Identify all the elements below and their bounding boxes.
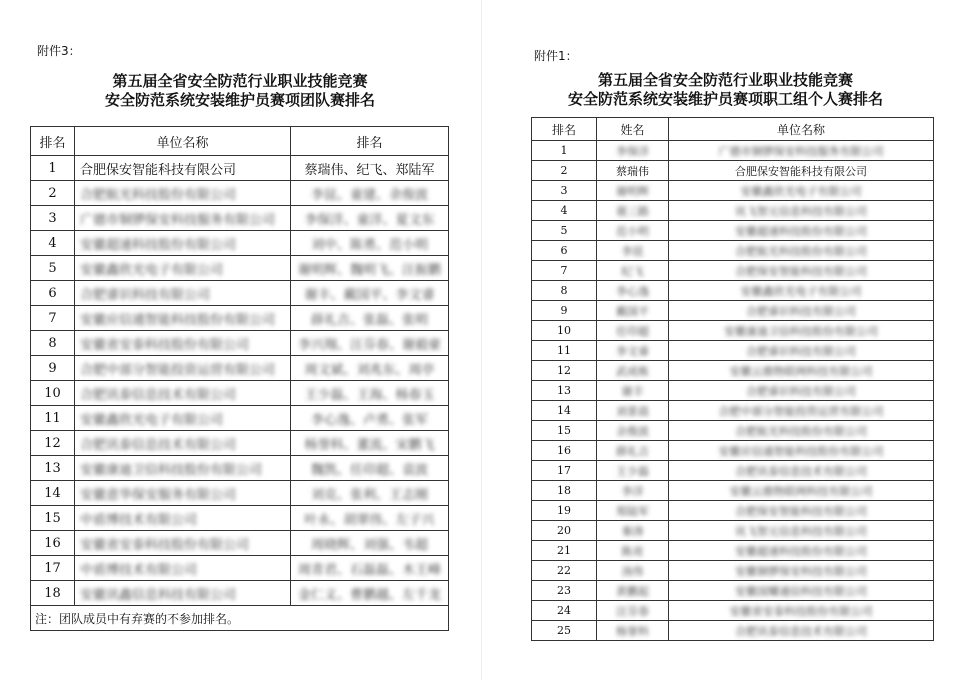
org-cell: 中盾博技术有限公司 (75, 556, 291, 581)
org-cell: 安徽超速科技股份有限公司 (669, 221, 934, 241)
name-cell: 薛礼吉 (597, 441, 669, 461)
org-cell: 安徽鑫欣光电子有限公司 (669, 181, 934, 201)
table-header-row (31, 127, 449, 156)
name-cell: 秦涛 (597, 521, 669, 541)
rank-cell: 8 (532, 281, 597, 301)
title-line-1: 第五届全省安全防范行业职业技能竞赛 (112, 72, 368, 90)
rank-cell: 1 (532, 141, 597, 161)
table-row (31, 456, 449, 481)
rank-cell: 4 (31, 231, 75, 256)
name-cell: 蔡瑞伟 (597, 161, 669, 181)
rank-cell: 8 (31, 331, 75, 356)
org-cell: 合肥保安智能科技有限公司 (669, 501, 934, 521)
rank-cell: 16 (31, 531, 75, 556)
org-cell: 合肥讯泰信息技术有限公司 (75, 381, 291, 406)
rank-cell: 11 (532, 341, 597, 361)
name-cell: 武成栋 (597, 361, 669, 381)
name-cell: 李文睿 (597, 341, 669, 361)
org-cell: 安徽国耀通信科技有限公司 (669, 581, 934, 601)
members-cell: 刘中、陈勇、范小明 (291, 231, 449, 256)
rank-cell: 3 (31, 206, 75, 231)
members-cell: 金仁义、曹鹏越、左千龙 (291, 581, 449, 606)
org-cell: 安徽铜锣保安科技有限公司 (669, 561, 934, 581)
header-name: 姓名 (597, 118, 669, 141)
table-row (532, 581, 934, 601)
rank-cell: 13 (31, 456, 75, 481)
org-cell: 合肥睿识科技有限公司 (669, 301, 934, 321)
name-cell: 郑陆军 (597, 501, 669, 521)
rank-cell: 10 (31, 381, 75, 406)
header-rank: 排名 (31, 127, 75, 156)
rank-cell: 2 (532, 161, 597, 181)
table-row (31, 431, 449, 456)
page-divider (481, 0, 482, 680)
left-document-page (0, 0, 480, 680)
attachment-label: 附件3： (37, 44, 81, 58)
rank-cell: 17 (31, 556, 75, 581)
org-cell: 安徽应信通智能科技股份有限公司 (75, 306, 291, 331)
table-row (31, 356, 449, 381)
right-document-page (484, 0, 967, 680)
org-cell: 安徽超速科技股份有限公司 (75, 231, 291, 256)
org-cell: 合肥航光科技股份有限公司 (669, 421, 934, 441)
rank-cell: 5 (532, 221, 597, 241)
table-row (532, 201, 934, 221)
org-cell: 安徽鑫欣光电子有限公司 (75, 406, 291, 431)
name-cell: 杨誉科 (597, 621, 669, 641)
org-cell: 合肥讯泰信息技术有限公司 (75, 431, 291, 456)
table-row (532, 261, 934, 281)
rank-cell: 1 (31, 156, 75, 181)
name-cell: 任印超 (597, 321, 669, 341)
table-row (31, 381, 449, 406)
rank-cell: 20 (532, 521, 597, 541)
org-cell: 合肥睿识科技有限公司 (669, 341, 934, 361)
name-cell: 谢明辉 (597, 181, 669, 201)
name-cell: 戴国平 (597, 301, 669, 321)
name-cell: 刘景晨 (597, 401, 669, 421)
members-cell: 李心逸、卢勇、张军 (291, 406, 449, 431)
table-row (532, 341, 934, 361)
table-row (31, 531, 449, 556)
rank-cell: 19 (532, 501, 597, 521)
rank-cell: 7 (532, 261, 597, 281)
rank-cell: 9 (31, 356, 75, 381)
rank-cell: 9 (532, 301, 597, 321)
rank-cell: 25 (532, 621, 597, 641)
members-cell: 李昆、童建、余俊波 (291, 181, 449, 206)
members-cell: 谢丰、戴国平、李文睿 (291, 281, 449, 306)
members-cell: 魏凯、任印超、袁波 (291, 456, 449, 481)
table-row (532, 441, 934, 461)
org-cell: 安徽省安泰科技股份有限公司 (75, 331, 291, 356)
org-cell: 合肥航光科技股份有限公司 (75, 181, 291, 206)
rank-cell: 11 (31, 406, 75, 431)
org-cell: 合肥中部分智能投资运营有限公司 (75, 356, 291, 381)
table-row (31, 581, 449, 606)
table-row (31, 256, 449, 281)
rank-cell: 10 (532, 321, 597, 341)
org-cell: 合肥中部分智能投资运营有限公司 (669, 401, 934, 421)
org-cell: 安徽云鼎物联网科技有限公司 (669, 481, 934, 501)
individual-ranking-table (531, 117, 934, 641)
table-row (31, 231, 449, 256)
table-row (31, 556, 449, 581)
table-row (31, 281, 449, 306)
name-cell: 李心逸 (597, 281, 669, 301)
members-cell: 薛礼吉、张磊、张明 (291, 306, 449, 331)
rank-cell: 18 (532, 481, 597, 501)
table-row (532, 221, 934, 241)
name-cell: 李保洋 (597, 141, 669, 161)
name-cell: 汪芬春 (597, 601, 669, 621)
rank-cell: 2 (31, 181, 75, 206)
table-row (31, 331, 449, 356)
org-cell: 中盾博技术有限公司 (75, 506, 291, 531)
org-cell: 合肥保安智能科技有限公司 (669, 161, 934, 181)
rank-cell: 4 (532, 201, 597, 221)
name-cell: 陈亮 (597, 541, 669, 561)
footnote: 注：团队成员中有弃赛的不参加排名。 (31, 606, 449, 631)
rank-cell: 15 (31, 506, 75, 531)
table-row (532, 241, 934, 261)
rank-cell: 21 (532, 541, 597, 561)
table-row (532, 301, 934, 321)
header-org: 单位名称 (75, 127, 291, 156)
rank-cell: 24 (532, 601, 597, 621)
table-row (532, 601, 934, 621)
org-cell: 安徽康迪卫信科技股份有限公司 (669, 321, 934, 341)
org-cell: 合肥讯泰信息技术有限公司 (669, 461, 934, 481)
name-cell: 汤伟 (597, 561, 669, 581)
org-cell: 广德市铜锣保安科技服务有限公司 (669, 141, 934, 161)
header-org: 单位名称 (669, 118, 934, 141)
org-cell: 安徽省安泰科技股份有限公司 (75, 531, 291, 556)
document-title (484, 71, 967, 109)
rank-cell: 12 (31, 431, 75, 456)
members-cell: 谢明辉、魏明飞、汪振鹏 (291, 256, 449, 281)
table-row (532, 461, 934, 481)
rank-cell: 13 (532, 381, 597, 401)
org-cell: 合肥保安智能科技有限公司 (75, 156, 291, 181)
rank-cell: 15 (532, 421, 597, 441)
table-row (532, 481, 934, 501)
org-cell: 安徽应信通智能科技股份有限公司 (669, 441, 934, 461)
org-cell: 安徽超速科技股份有限公司 (669, 541, 934, 561)
table-row (31, 206, 449, 231)
table-row (532, 561, 934, 581)
name-cell: 黄鹏起 (597, 581, 669, 601)
title-line-1: 第五届全省安全防范行业职业技能竞赛 (597, 71, 853, 89)
org-cell: 讯飞智元信息科技有限公司 (669, 521, 934, 541)
members-cell: 王少磊、王海、杨春玉 (291, 381, 449, 406)
org-cell: 安徽云鼎物联网科技有限公司 (669, 361, 934, 381)
rank-cell: 22 (532, 561, 597, 581)
name-cell: 李昆 (597, 241, 669, 261)
table-row (532, 421, 934, 441)
members-cell: 周青君、石磊磊、木王峰 (291, 556, 449, 581)
rank-cell: 18 (31, 581, 75, 606)
team-ranking-table (30, 126, 449, 631)
org-cell: 讯飞智元信息科技有限公司 (669, 201, 934, 221)
title-line-2: 安全防范系统安装维护员赛项团队赛排名 (104, 91, 375, 109)
org-cell: 广德市铜锣保安科技服务有限公司 (75, 206, 291, 231)
name-cell: 范小明 (597, 221, 669, 241)
name-cell: 纪飞 (597, 261, 669, 281)
rank-cell: 16 (532, 441, 597, 461)
title-line-2: 安全防范系统安装维护员赛项职工组个人赛排名 (567, 90, 883, 108)
members-cell: 李保洋、童洋、夏文东 (291, 206, 449, 231)
table-row (532, 501, 934, 521)
header-members: 排名 (291, 127, 449, 156)
header-rank: 排名 (532, 118, 597, 141)
rank-cell: 3 (532, 181, 597, 201)
name-cell: 王少磊 (597, 461, 669, 481)
table-row (31, 181, 449, 206)
table-row (532, 141, 934, 161)
rank-cell: 5 (31, 256, 75, 281)
rank-cell: 14 (31, 481, 75, 506)
table-row (532, 541, 934, 561)
table-row (31, 406, 449, 431)
name-cell: 余俊波 (597, 421, 669, 441)
document-title (0, 72, 480, 110)
table-row (532, 381, 934, 401)
table-row (31, 306, 449, 331)
org-cell: 合肥睿识科技有限公司 (75, 281, 291, 306)
org-cell: 安徽鑫欣光电子有限公司 (75, 256, 291, 281)
table-row (532, 521, 934, 541)
table-row (532, 621, 934, 641)
rank-cell: 14 (532, 401, 597, 421)
table-row (532, 181, 934, 201)
members-cell: 周晓辉、刘强、韦超 (291, 531, 449, 556)
org-cell: 合肥航光科技股份有限公司 (669, 241, 934, 261)
table-header-row (532, 118, 934, 141)
table-row (31, 481, 449, 506)
org-cell: 安徽鑫欣光电子有限公司 (669, 281, 934, 301)
attachment-label: 附件1： (534, 49, 578, 63)
table-row (532, 401, 934, 421)
rank-cell: 12 (532, 361, 597, 381)
org-cell: 合肥睿识科技有限公司 (669, 381, 934, 401)
members-cell: 杨誉科、董流、宋鹏飞 (291, 431, 449, 456)
org-cell: 安徽康迪卫信科技股份有限公司 (75, 456, 291, 481)
members-cell: 李兴翔、汪芬春、谢毅豪 (291, 331, 449, 356)
org-cell: 安徽意华保安服务有限公司 (75, 481, 291, 506)
org-cell: 安徽讯鑫信息科技有限公司 (75, 581, 291, 606)
name-cell: 谢丰 (597, 381, 669, 401)
table-row (31, 156, 449, 181)
org-cell: 合肥保安智能科技有限公司 (669, 261, 934, 281)
rank-cell: 23 (532, 581, 597, 601)
members-cell: 蔡瑞伟、纪飞、郑陆军 (291, 156, 449, 181)
table-row (532, 321, 934, 341)
name-cell: 聂三路 (597, 201, 669, 221)
org-cell: 合肥讯泰信息技术有限公司 (669, 621, 934, 641)
table-row (532, 281, 934, 301)
rank-cell: 6 (31, 281, 75, 306)
table-row (31, 506, 449, 531)
table-row (532, 161, 934, 181)
rank-cell: 6 (532, 241, 597, 261)
table-row (532, 361, 934, 381)
rank-cell: 7 (31, 306, 75, 331)
members-cell: 刘克、张利、王志刚 (291, 481, 449, 506)
name-cell: 李洋 (597, 481, 669, 501)
members-cell: 叶永、胡翠伟、左子兴 (291, 506, 449, 531)
members-cell: 周文斌、刘兆东、周亭 (291, 356, 449, 381)
org-cell: 安徽省安泰科技股份有限公司 (669, 601, 934, 621)
note-row (31, 606, 449, 631)
rank-cell: 17 (532, 461, 597, 481)
